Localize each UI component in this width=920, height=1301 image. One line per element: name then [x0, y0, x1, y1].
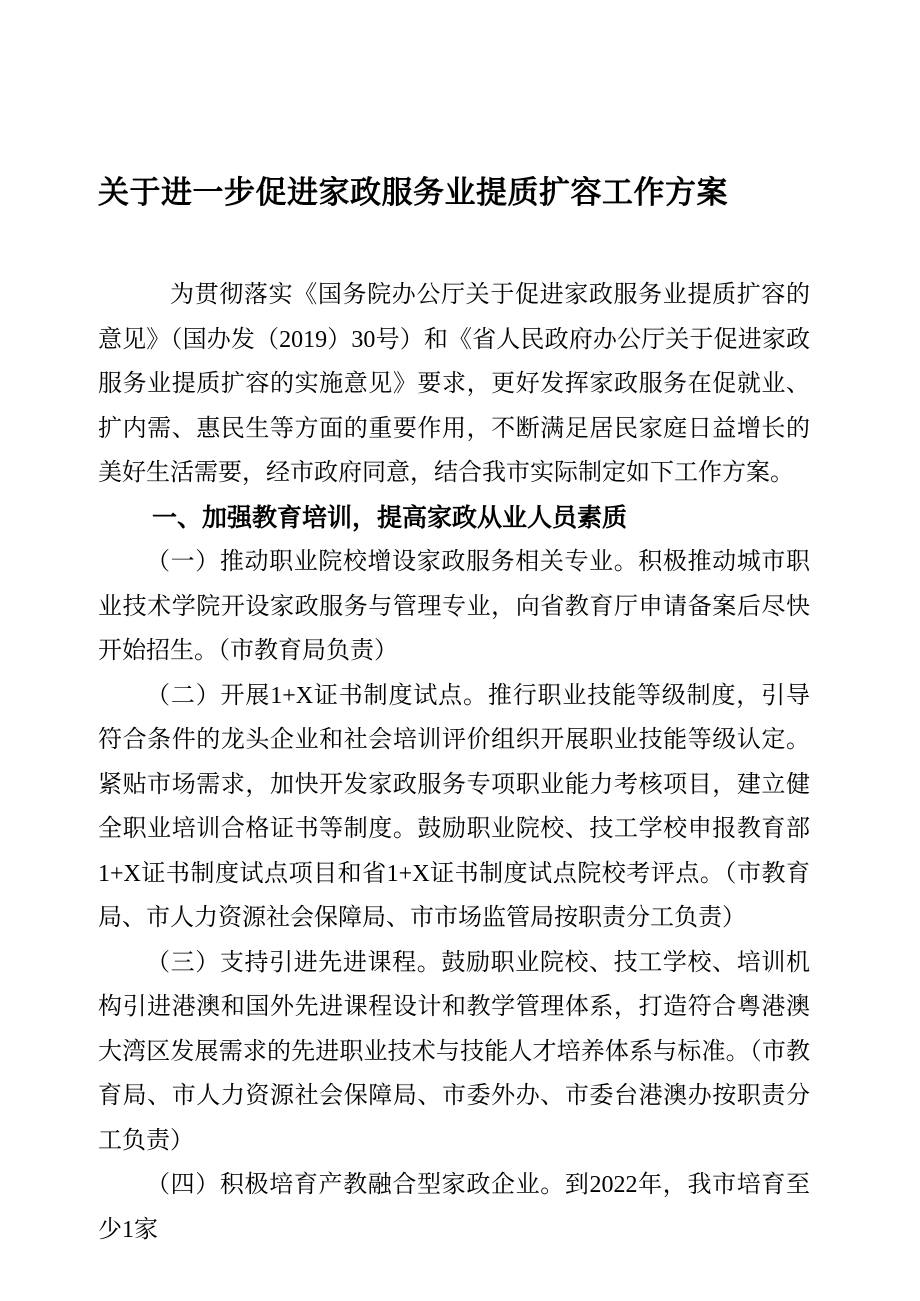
section-1-item-4: （四）积极培育产教融合型家政企业。到2022年，我市培育至少1家: [98, 1172, 810, 1243]
document-title: 关于进一步促进家政服务业提质扩容工作方案: [98, 175, 728, 210]
section-1-heading: 一、加强教育培训，提高家政从业人员素质: [152, 503, 628, 532]
section-1-item-2: （二）开展1+X证书制度试点。推行职业技能等级制度，引导符合条件的龙头企业和社会培训评价组织开展职业技能等级认定。紧贴市场需求，加快开发家政服务专项职业能力考核项目，建立健全职业培训合格证书等制度。鼓励职业院校、技工学校申报教育部1+X证书制度试点项目和省1+X证书制度试点院校考评点。（市教育局、市人力资源社会保障局、市市场监管局按职责分工负责）: [98, 682, 810, 931]
section-1-item-1: （一）推动职业院校增设家政服务相关专业。积极推动城市职业技术学院开设家政服务与管理专业，向省教育厅申请备案后尽快开始招生。（市教育局负责）: [98, 549, 810, 664]
section-1-item-3: （三）支持引进先进课程。鼓励职业院校、技工学校、培训机构引进港澳和国外先进课程设计和教学管理体系，打造符合粤港澳大湾区发展需求的先进职业技术与技能人才培养体系与标准。（市教育局、市人力资源社会保障局、市委外办、市委台港澳办按职责分工负责）: [98, 949, 810, 1154]
intro-paragraph: 为贯彻落实《国务院办公厅关于促进家政服务业提质扩容的意见》（国办发（2019）30号）和《省人民政府办公厅关于促进家政服务业提质扩容的实施意见》要求，更好发挥家政服务在促就业、扩内需、惠民生等方面的重要作用，不断满足居民家庭日益增长的美好生活需要，经市政府同意，结合我市实际制定如下工作方案。: [98, 282, 810, 486]
